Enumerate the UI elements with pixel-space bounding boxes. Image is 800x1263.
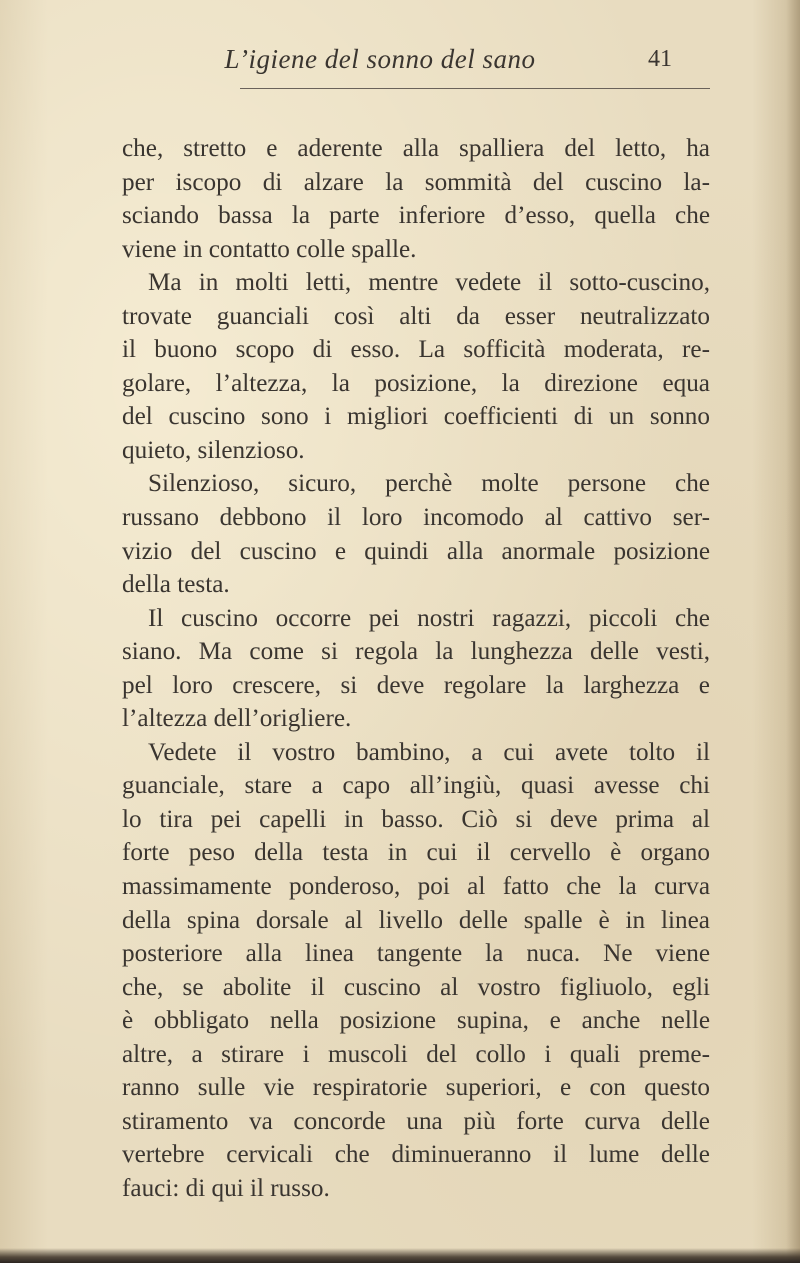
text-line: è obbligato nella posizione supina, e anche nelle: [122, 1007, 710, 1035]
page-edge-shadow: [786, 0, 800, 1263]
text-line: del cuscino sono i migliori coefficienti di un sonno: [122, 403, 710, 431]
text-line: sciando bassa la parte inferiore d’esso, quella che: [122, 202, 710, 230]
text-line: il buono scopo di esso. La sofficità moderata, re-: [122, 336, 710, 364]
running-title: L’igiene del sonno del sano: [224, 44, 536, 74]
text-line: pel loro crescere, si deve regolare la larghezza e: [122, 671, 710, 699]
text-line: ranno sulle vie respiratorie superiori, e con questo: [122, 1074, 710, 1102]
text-line: russano debbono il loro incomodo al cattivo ser-: [122, 504, 710, 532]
text-line: trovate guanciali così alti da esser neutralizzato: [122, 302, 710, 330]
header-rule: [240, 88, 710, 89]
text-line: posteriore alla linea tangente la nuca. Ne viene: [122, 940, 710, 968]
text-line: altre, a stirare i muscoli del collo i quali preme-: [122, 1040, 710, 1068]
page-number: 41: [648, 46, 672, 72]
text-line: guanciale, stare a capo all’ingiù, quasi avesse chi: [122, 772, 710, 800]
text-line: l’altezza dell’origliere.: [122, 705, 352, 733]
body-text: [122, 132, 710, 1206]
text-line: Silenzioso, sicuro, perchè molte persone che: [148, 470, 710, 498]
text-line: che, se abolite il cuscino al vostro figliuolo, egli: [122, 973, 710, 1001]
page-bottom-edge: [0, 1248, 800, 1263]
text-line: della spina dorsale al livello delle spalle è in linea: [122, 906, 710, 934]
text-line: che, stretto e aderente alla spalliera del letto, ha: [122, 135, 710, 162]
text-line: vertebre cervicali che diminueranno il lume delle: [122, 1141, 710, 1169]
page-header: [0, 40, 800, 90]
text-line: viene in contatto colle spalle.: [122, 235, 417, 263]
text-line: Il cuscino occorre pei nostri ragazzi, piccoli che: [148, 604, 710, 632]
text-line: golare, l’altezza, la posizione, la direzione equa: [122, 369, 710, 397]
text-line: quieto, silenzioso.: [122, 436, 305, 464]
text-line: siano. Ma come si regola la lunghezza delle vesti,: [122, 638, 710, 666]
text-line: massimamente ponderoso, poi al fatto che la curva: [122, 873, 710, 901]
text-line: Ma in molti letti, mentre vedete il sotto-cuscino,: [148, 269, 710, 297]
text-line: Vedete il vostro bambino, a cui avete tolto il: [148, 738, 710, 766]
text-line: della testa.: [122, 571, 230, 599]
text-line: vizio del cuscino e quindi alla anormale posizione: [122, 537, 710, 565]
text-line: per iscopo di alzare la sommità del cuscino la-: [122, 168, 710, 196]
text-line: forte peso della testa in cui il cervello è organo: [122, 839, 710, 867]
text-line: stiramento va concorde una più forte curva delle: [122, 1107, 710, 1135]
text-line: lo tira pei capelli in basso. Ciò si deve prima al: [122, 805, 710, 833]
text-line: fauci: di qui il russo.: [122, 1174, 330, 1202]
